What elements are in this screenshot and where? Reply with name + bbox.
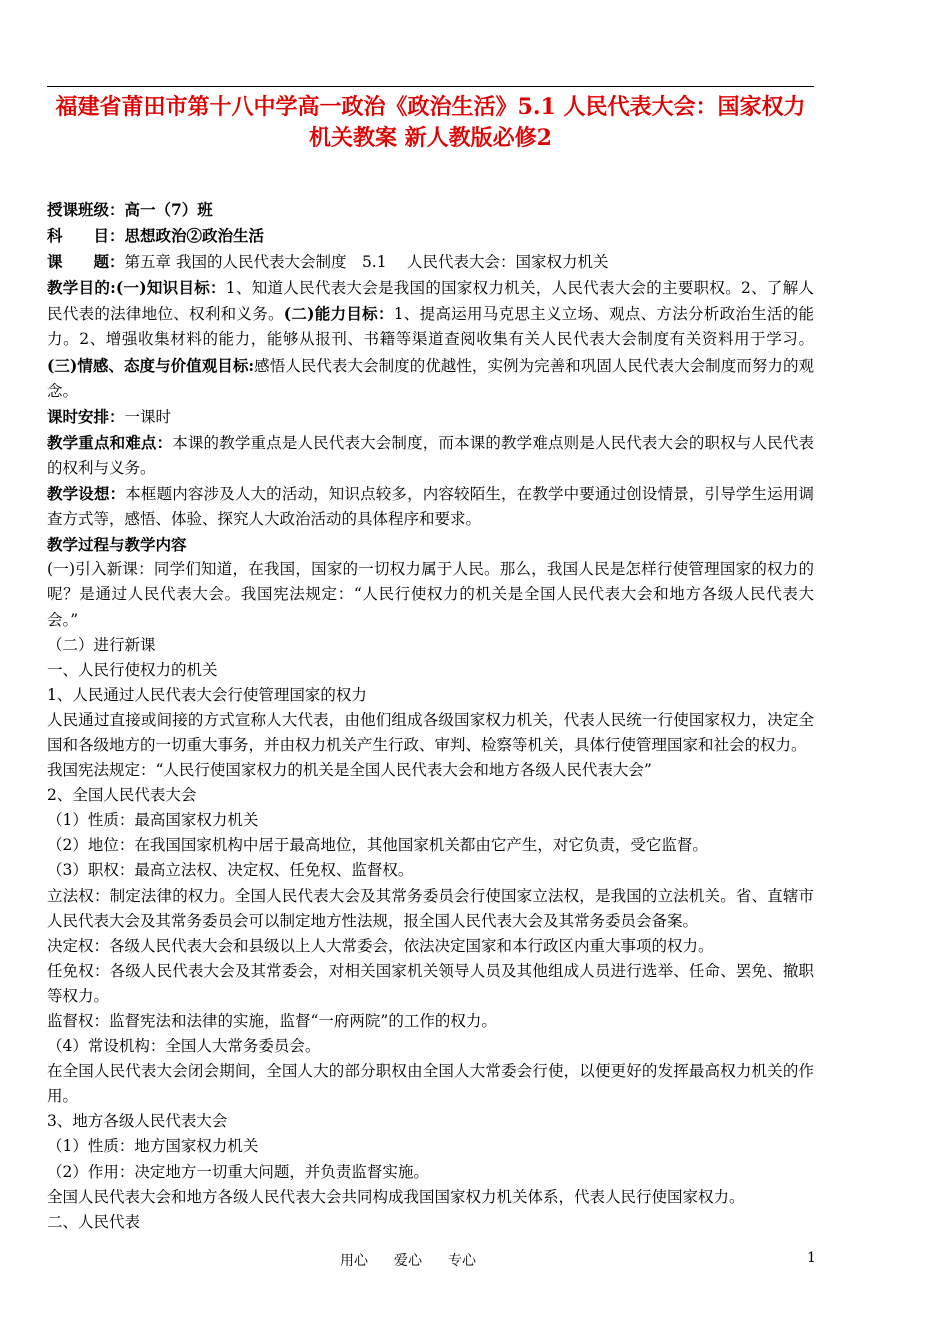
process-heading: 教学过程与教学内容 [47,535,187,555]
paragraph: 一、人民行使权力的机关 [47,660,218,679]
paragraph: 二、人民代表 [47,1212,141,1231]
class-line: 授课班级：高一（7）班 [47,200,213,219]
goals-paragraph: 教学目的:(一)知识目标：1、知道人民代表大会是我国的国家权力机关，人民代表大会的主要职权。2、了解人民代表的法律地位、权利和义务。(二)能力目标：1、提高运用马克思主义立场、观点、方法分析政治生活的能力。2、增强收集材料的能力，能够从报刊、书籍等渠道查阅收集有关人民代表大会制度有关资料用于学习。(三)情感、态度与价值观目标:感悟人民代表大会制度的优越性，实例为完善和巩固人民代表大会制度而努力的观念。 [47,278,814,400]
document-title: 福建省莆田市第十八中学高一政治《政治生活》5.1 人民代表大会：国家权力机关教案 新人教版必修2 [55,94,806,151]
paragraph: (一)引入新课：同学们知道，在我国，国家的一切权力属于人民。那么，我国人民是怎样行使管理国家的权力的呢？是通过人民代表大会。我国宪法规定：“人民行使权力的机关是全国人民代表大会和地方各级人民代表大会。” [47,560,814,629]
footer-motto [340,1250,502,1270]
paragraph: （3）职权：最高立法权、决定权、任免权、监督权。 [47,861,414,880]
paragraph: （2）作用：决定地方一切重大问题，并负责监督实施。 [47,1162,429,1181]
design-paragraph: 教学设想：本框题内容涉及人大的活动，知识点较多，内容较陌生，在教学中要通过创设情景，引导学生运用调查方式等，感悟、体验、探究人大政治活动的具体程序和要求。 [47,484,814,529]
paragraph: 在全国人民代表大会闭会期间，全国人大的部分职权由全国人大常委会行使，以便更好的发挥最高权力机关的作用。 [47,1062,814,1106]
paragraph: 决定权：各级人民代表大会和县级以上人大常委会，依法决定国家和本行政区内重大事项的权力。 [47,936,714,955]
paragraph: （1）性质：地方国家权力机关 [47,1137,259,1156]
footer-word: 专心 [448,1253,476,1269]
paragraph: 2、全国人民代表大会 [47,786,197,805]
paragraph: 1、人民通过人民代表大会行使管理国家的权力 [47,685,367,704]
paragraph: 3、地方各级人民代表大会 [47,1112,228,1131]
paragraph: 人民通过直接或间接的方式宣称人大代表，由他们组成各级国家权力机关，代表人民统一行使国家权力，决定全国和各级地方的一切重大事务，并由权力机关产生行政、审判、检察等机关，具体行使管理国家和社会的权力。 [47,710,814,754]
document-body [47,197,814,1235]
key-points-paragraph: 教学重点和难点：本课的教学重点是人民代表大会制度，而本课的教学难点则是人民代表大会的职权与人民代表的权利与义务。 [47,432,814,477]
paragraph: 监督权：监督宪法和法律的实施，监督“一府两院”的工作的权力。 [47,1012,497,1030]
schedule-line: 课时安排：一课时 [47,406,172,426]
paragraph: 全国人民代表大会和地方各级人民代表大会共同构成我国国家权力机关体系，代表人民行使国家权力。 [47,1187,745,1206]
footer-word: 爱心 [394,1253,422,1269]
paragraph: （4）常设机构：全国人大常务委员会。 [47,1037,321,1056]
topic-line: 课 题：第五章 我国的人民代表大会制度 5.1 人民代表大会：国家权力机关 [47,252,609,272]
paragraph: 任免权：各级人民代表大会及其常委会，对相关国家机关领导人员及其他组成人员进行选举、任命、罢免、撤职等权力。 [47,961,814,1005]
paragraph: （1）性质：最高国家权力机关 [47,811,259,830]
paragraph: （二）进行新课 [47,635,156,654]
footer-word: 用心 [340,1253,368,1269]
subject-line: 科 目：思想政治②政治生活 [47,226,265,246]
paragraph: 我国宪法规定：“人民行使国家权力的机关是全国人民代表大会和地方各级人民代表大会” [47,761,652,780]
header-rule [47,86,814,87]
paragraph: （2）地位：在我国国家机构中居于最高地位，其他国家机关都由它产生，对它负责，受它监督。 [47,836,708,855]
paragraph: 立法权：制定法律的权力。全国人民代表大会及其常务委员会行使国家立法权，是我国的立法机关。省、直辖市人民代表大会及其常务委员会可以制定地方性法规，报全国人民代表大会及其常务委员会备案。 [47,886,814,930]
page-number: 1 [807,1250,816,1266]
